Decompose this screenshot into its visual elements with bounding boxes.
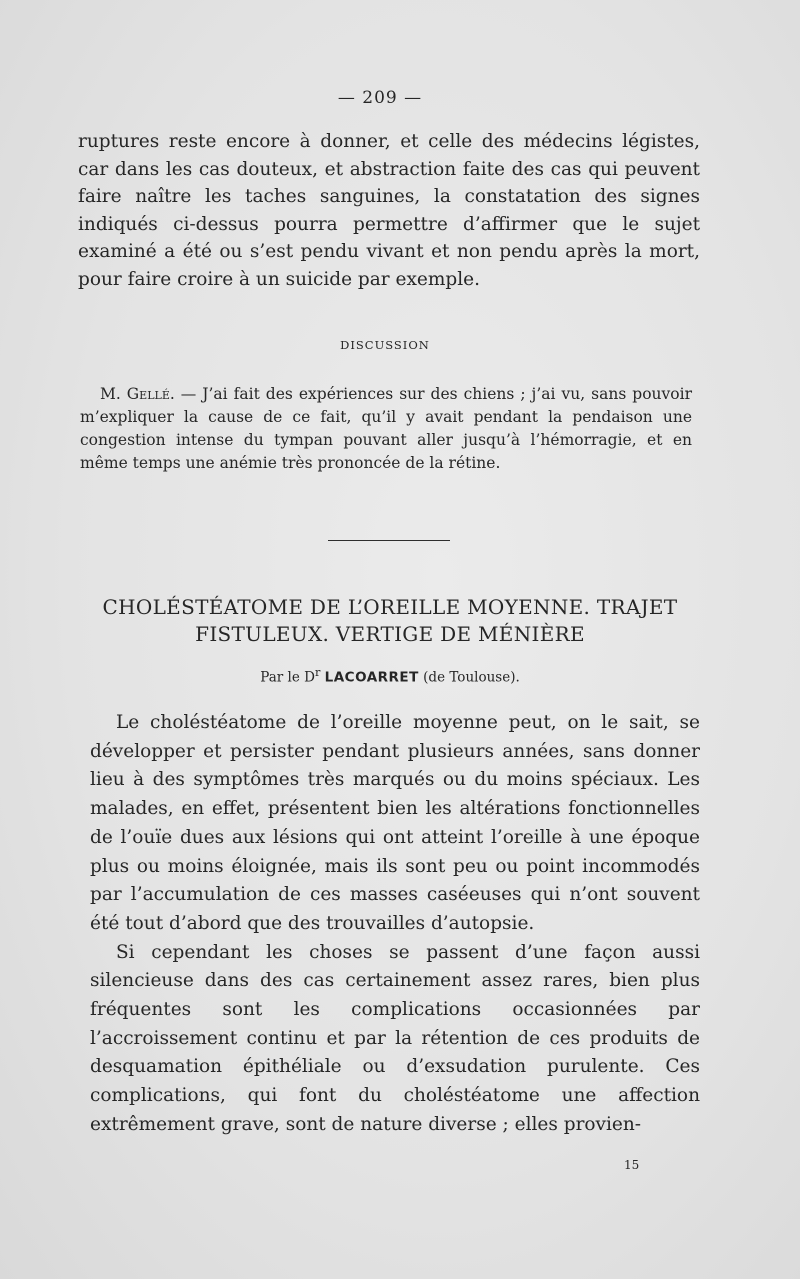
body-paragraph-2: Si cependant les choses se passent d’une façon aussi silencieuse dans des cas certainement assez rares, bien plus fréquentes sont les complications occasionnées par l’accroissement continu et par la rétention de ces produits de desquamation épithéliale ou d’exsudation purulente. Ces complications, qui font du choléstéatome une affection extrêmement grave, sont de nature diverse ; elles provien- (90, 941, 700, 1135)
body-paragraph-1: Le choléstéatome de l’oreille moyenne peut, on le sait, se développer et persister pendant plusieurs années, sans donner lieu à des symptômes très marqués ou du moins spéciaux. Les malades, en effet, présentent bien les altérations fonctionnelles de l’ouïe dues aux lésions qui ont atteint l’oreille à une époque plus ou moins éloignée, mais ils sont peu ou point incommodés par l’accumulation de ces masses caséeuses qui n’ont souvent été tout d’abord que des trouvailles d’autopsie. (90, 712, 700, 934)
signature-mark: 15 (624, 1158, 640, 1172)
article-byline (0, 666, 780, 686)
byline-suffix: (de Toulouse). (418, 669, 520, 686)
author-name: LACOARRET (324, 669, 419, 686)
article-body (90, 709, 700, 1140)
continued-paragraph: ruptures reste encore à donner, et celle des médecins légistes, car dans les cas douteux, et abstraction faite des cas qui peuvent faire naître les taches sanguines, la constatation des signes indiqués ci-dessus pourra permettre d’affirmer que le sujet examiné a été ou s’est pendu vivant et non pendu après la mort, pour faire croire à un suicide par exemple. (78, 131, 700, 290)
speaker-name: M. Gellé. (100, 385, 175, 403)
article-title-line-1: CHOLÉSTÉATOME DE L’OREILLE MOYENNE. TRAJET (102, 595, 678, 619)
discussion-text: — J’ai fait des expériences sur des chiens ; j’ai vu, sans pouvoir m’expliquer la cause de ce fait, qu’il y avait pendant la pendaison une congestion intense du tympan pouvant aller jusqu’à l’hémorragie, et en même temps une anémie très prononcée de la rétine. (80, 385, 692, 472)
byline-superscript: r (314, 666, 321, 679)
discussion-heading: DISCUSSION (340, 338, 430, 352)
section-divider (328, 540, 450, 541)
byline-prefix: Par le D (260, 669, 315, 686)
article-title (60, 594, 720, 648)
discussion-paragraph (80, 383, 692, 475)
article-title-line-2: FISTULEUX. VERTIGE DE MÉNIÈRE (195, 622, 585, 646)
page-number: — 209 — (337, 88, 423, 108)
